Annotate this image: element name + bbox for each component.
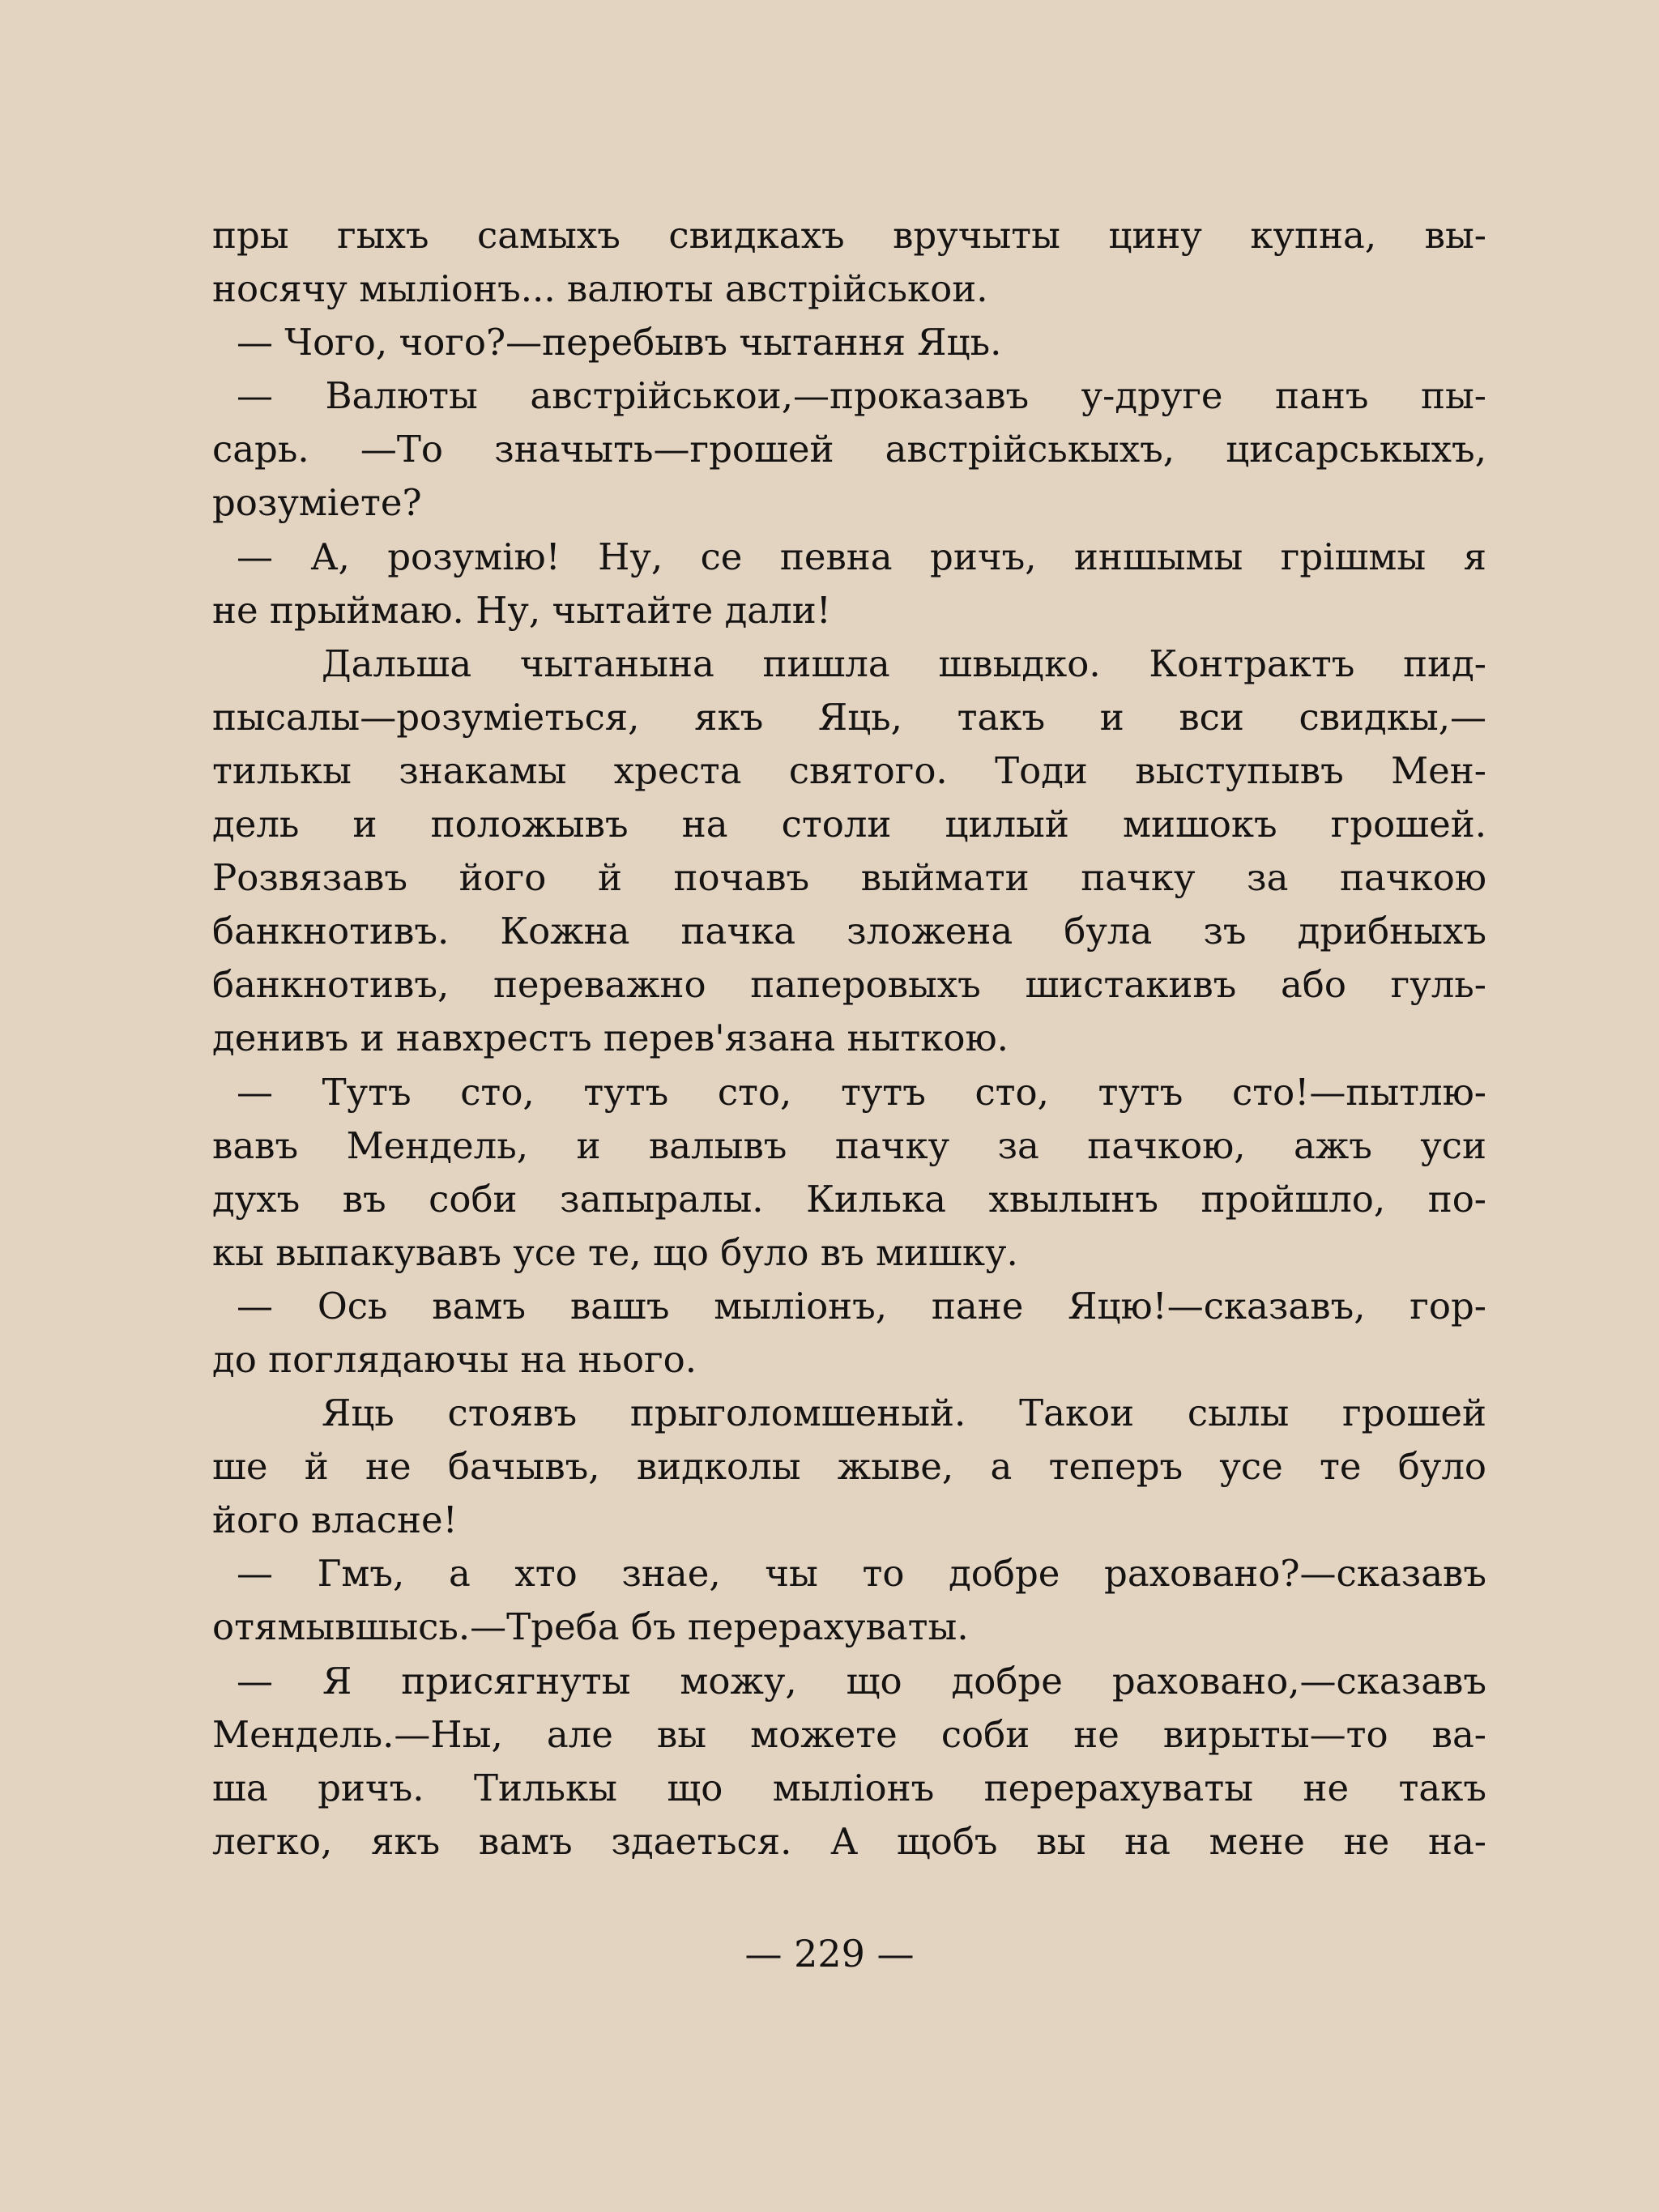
text-line: банкнотивъ, переважно паперовыхъ шистакивъ або гуль-	[212, 963, 1486, 1007]
text-line: носячу мыліонъ... валюты австрійськои.	[212, 267, 988, 311]
text-line: кы выпакувавъ усе те, що було въ мишку.	[212, 1230, 1018, 1274]
text-line: не прыймаю. Ну, чытайте дали!	[212, 588, 831, 632]
text-line: Мендель.—Ны, але вы можете соби не вирыты—то ва-	[212, 1712, 1486, 1756]
page-number: — 229 —	[744, 1932, 915, 1975]
text-line: вавъ Мендель, и валывъ пачку за пачкою, ажъ уси	[212, 1123, 1486, 1167]
text-line: духъ въ соби запыралы. Килька хвылынъ пройшло, по-	[212, 1177, 1486, 1221]
text-line: — Валюты австрійськои,—проказавъ у-друге панъ пы-	[237, 374, 1486, 418]
text-line: — Я присягнуты можу, що добре раховано,—сказавъ	[237, 1659, 1486, 1703]
text-line: пры гыхъ самыхъ свидкахъ вручыты цину купна, вы-	[212, 214, 1486, 257]
text-line: — Ось вамъ вашъ мыліонъ, пане Яцю!—сказавъ, гор-	[237, 1284, 1486, 1328]
text-line: — Тутъ сто, тутъ сто, тутъ сто, тутъ сто!—пытлю-	[237, 1070, 1486, 1114]
text-line: легко, якъ вамъ здаеться. А щобъ вы на мене не на-	[212, 1819, 1486, 1863]
text-line: його власне!	[212, 1498, 458, 1542]
text-line: тилькы знакамы хреста святого. Тоди выступывъ Мен-	[212, 748, 1486, 792]
text-line: розуміете?	[212, 481, 422, 525]
text-line: ша ричъ. Тилькы що мыліонъ перерахуваты не такъ	[212, 1766, 1486, 1809]
text-line: Яць стоявъ пpыголомшеный. Такои сылы грошей	[322, 1392, 1486, 1435]
text-line: — А, розумію! Ну, се певна ричъ, иншымы грішмы я	[237, 535, 1486, 578]
text-line: — Гмъ, а хто знае, чы то добре раховано?—сказавъ	[237, 1552, 1486, 1596]
text-line: ше й не бачывъ, видколы жыве, а теперъ усе те було	[212, 1445, 1486, 1489]
text-line: Розвязавъ його й почавъ выймати пачку за пачкою	[212, 856, 1486, 900]
text-line: дель и положывъ на столи цилый мишокъ грошей.	[212, 803, 1486, 846]
text-line: — Чого, чого?—перебывъ чытання Яць.	[237, 321, 1002, 364]
text-line: Дальша чытанына пишла швыдко. Контрактъ пид-	[322, 641, 1486, 685]
body-text	[212, 209, 1486, 1869]
text-line: отямывшысь.—Треба бъ перерахуваты.	[212, 1605, 969, 1649]
text-line: банкнотивъ. Кожна пачка зложена була зъ дрибныхъ	[212, 910, 1486, 953]
text-line: пысалы—розуміеться, якъ Яць, такъ и вси свидкы,—	[212, 695, 1486, 739]
text-line: сарь. —То значыть—грошей австрійськыхъ, цисарськыхъ,	[212, 428, 1486, 471]
text-line: до поглядаючы на нього.	[212, 1337, 697, 1381]
text-line: денивъ и навхрестъ перев'язана ныткою.	[212, 1016, 1009, 1060]
